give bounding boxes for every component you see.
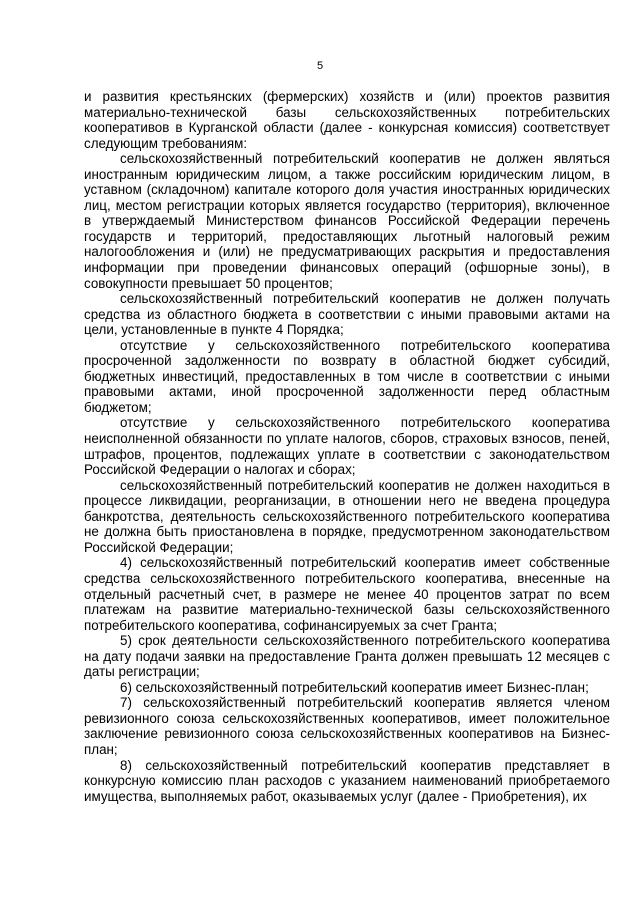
paragraph-no-overdue-debt: отсутствие у сельскохозяйственного потребительского кооператива просроченной задолженности по возврату в областной бюджет субсидий, бюджетных инвестиций, предоставленных в том числе в соответствии с иными правовыми актами, иной просроченной задолженности перед областным бюджетом;	[84, 337, 610, 415]
paragraph-item-7-audit-union: 7) сельскохозяйственный потребительский кооператив является членом ревизионного союза сельскохозяйственных кооперативов, имеет положительное заключение ревизионного союза сельскохозяйственных кооперативов на Бизнес-план;	[84, 695, 610, 757]
document-body	[84, 89, 610, 804]
paragraph-item-4-own-funds: 4) сельскохозяйственный потребительский кооператив имеет собственные средства сельскохозяйственного потребительского кооператива, внесенные на отдельный расчетный счет, в размере не менее 40 процентов затрат по всем платежам на развитие материально-технической базы сельскохозяйственного потребительского кооператива, софинансируемых за счет Гранта;	[84, 555, 610, 633]
paragraph-item-6-business-plan: 6) сельскохозяйственный потребительский кооператив имеет Бизнес-план;	[120, 679, 589, 695]
paragraph-item-5-term: 5) срок деятельности сельскохозяйственного потребительского кооператива на дату подачи заявки на предоставление Гранта должен превышать 12 месяцев с даты регистрации;	[84, 633, 610, 680]
paragraph-not-in-liquidation: сельскохозяйственный потребительский кооператив не должен находиться в процессе ликвидации, реорганизации, в отношении него не введена процедура банкротства, деятельность сельскохозяйственного потребительского кооператива не должна быть приостановлена в порядке, предусмотренном законодательством Российской Федерации;	[84, 477, 610, 555]
paragraph-commission-requirements: и развития крестьянских (фермерских) хозяйств и (или) проектов развития материально-технической базы сельскохозяйственных потребительских кооперативов в Курганской области (далее - конкурсная комиссия) соответствует следующим требованиям:	[84, 89, 610, 151]
paragraph-no-tax-arrears: отсутствие у сельскохозяйственного потребительского кооператива неисполненной обязанности по уплате налогов, сборов, страховых взносов, пеней, штрафов, процентов, подлежащих уплате в соответствии с законодательством Российской Федерации о налогах и сборах;	[84, 415, 610, 478]
paragraph-not-foreign-entity: сельскохозяйственный потребительский кооператив не должен являться иностранным юридическим лицом, а также российским юридическим лицом, в уставном (складочном) капитале которого доля участия иностранных юридических лиц, местом регистрации которых является государство (территория), включенное в утверждаемый Министерством финансов Российской Федерации перечень государств и территорий, предоставляющих льготный налоговый режим налогообложения и (или) не предусматривающих раскрытия и предоставления информации при проведении финансовых операций (офшорные зоны), в совокупности превышает 50 процентов;	[84, 151, 610, 291]
page-number: 5	[316, 60, 324, 72]
paragraph-item-8-expense-plan: 8) сельскохозяйственный потребительский кооператив представляет в конкурсную комиссию план расходов с указанием наименований приобретаемого имущества, выполняемых работ, оказываемых услуг (далее - Приобретения), их	[84, 757, 610, 804]
paragraph-no-other-regional-funds: сельскохозяйственный потребительский кооператив не должен получать средства из областного бюджета в соответствии с иными правовыми актами на цели, установленные в пункте 4 Порядка;	[84, 291, 610, 338]
